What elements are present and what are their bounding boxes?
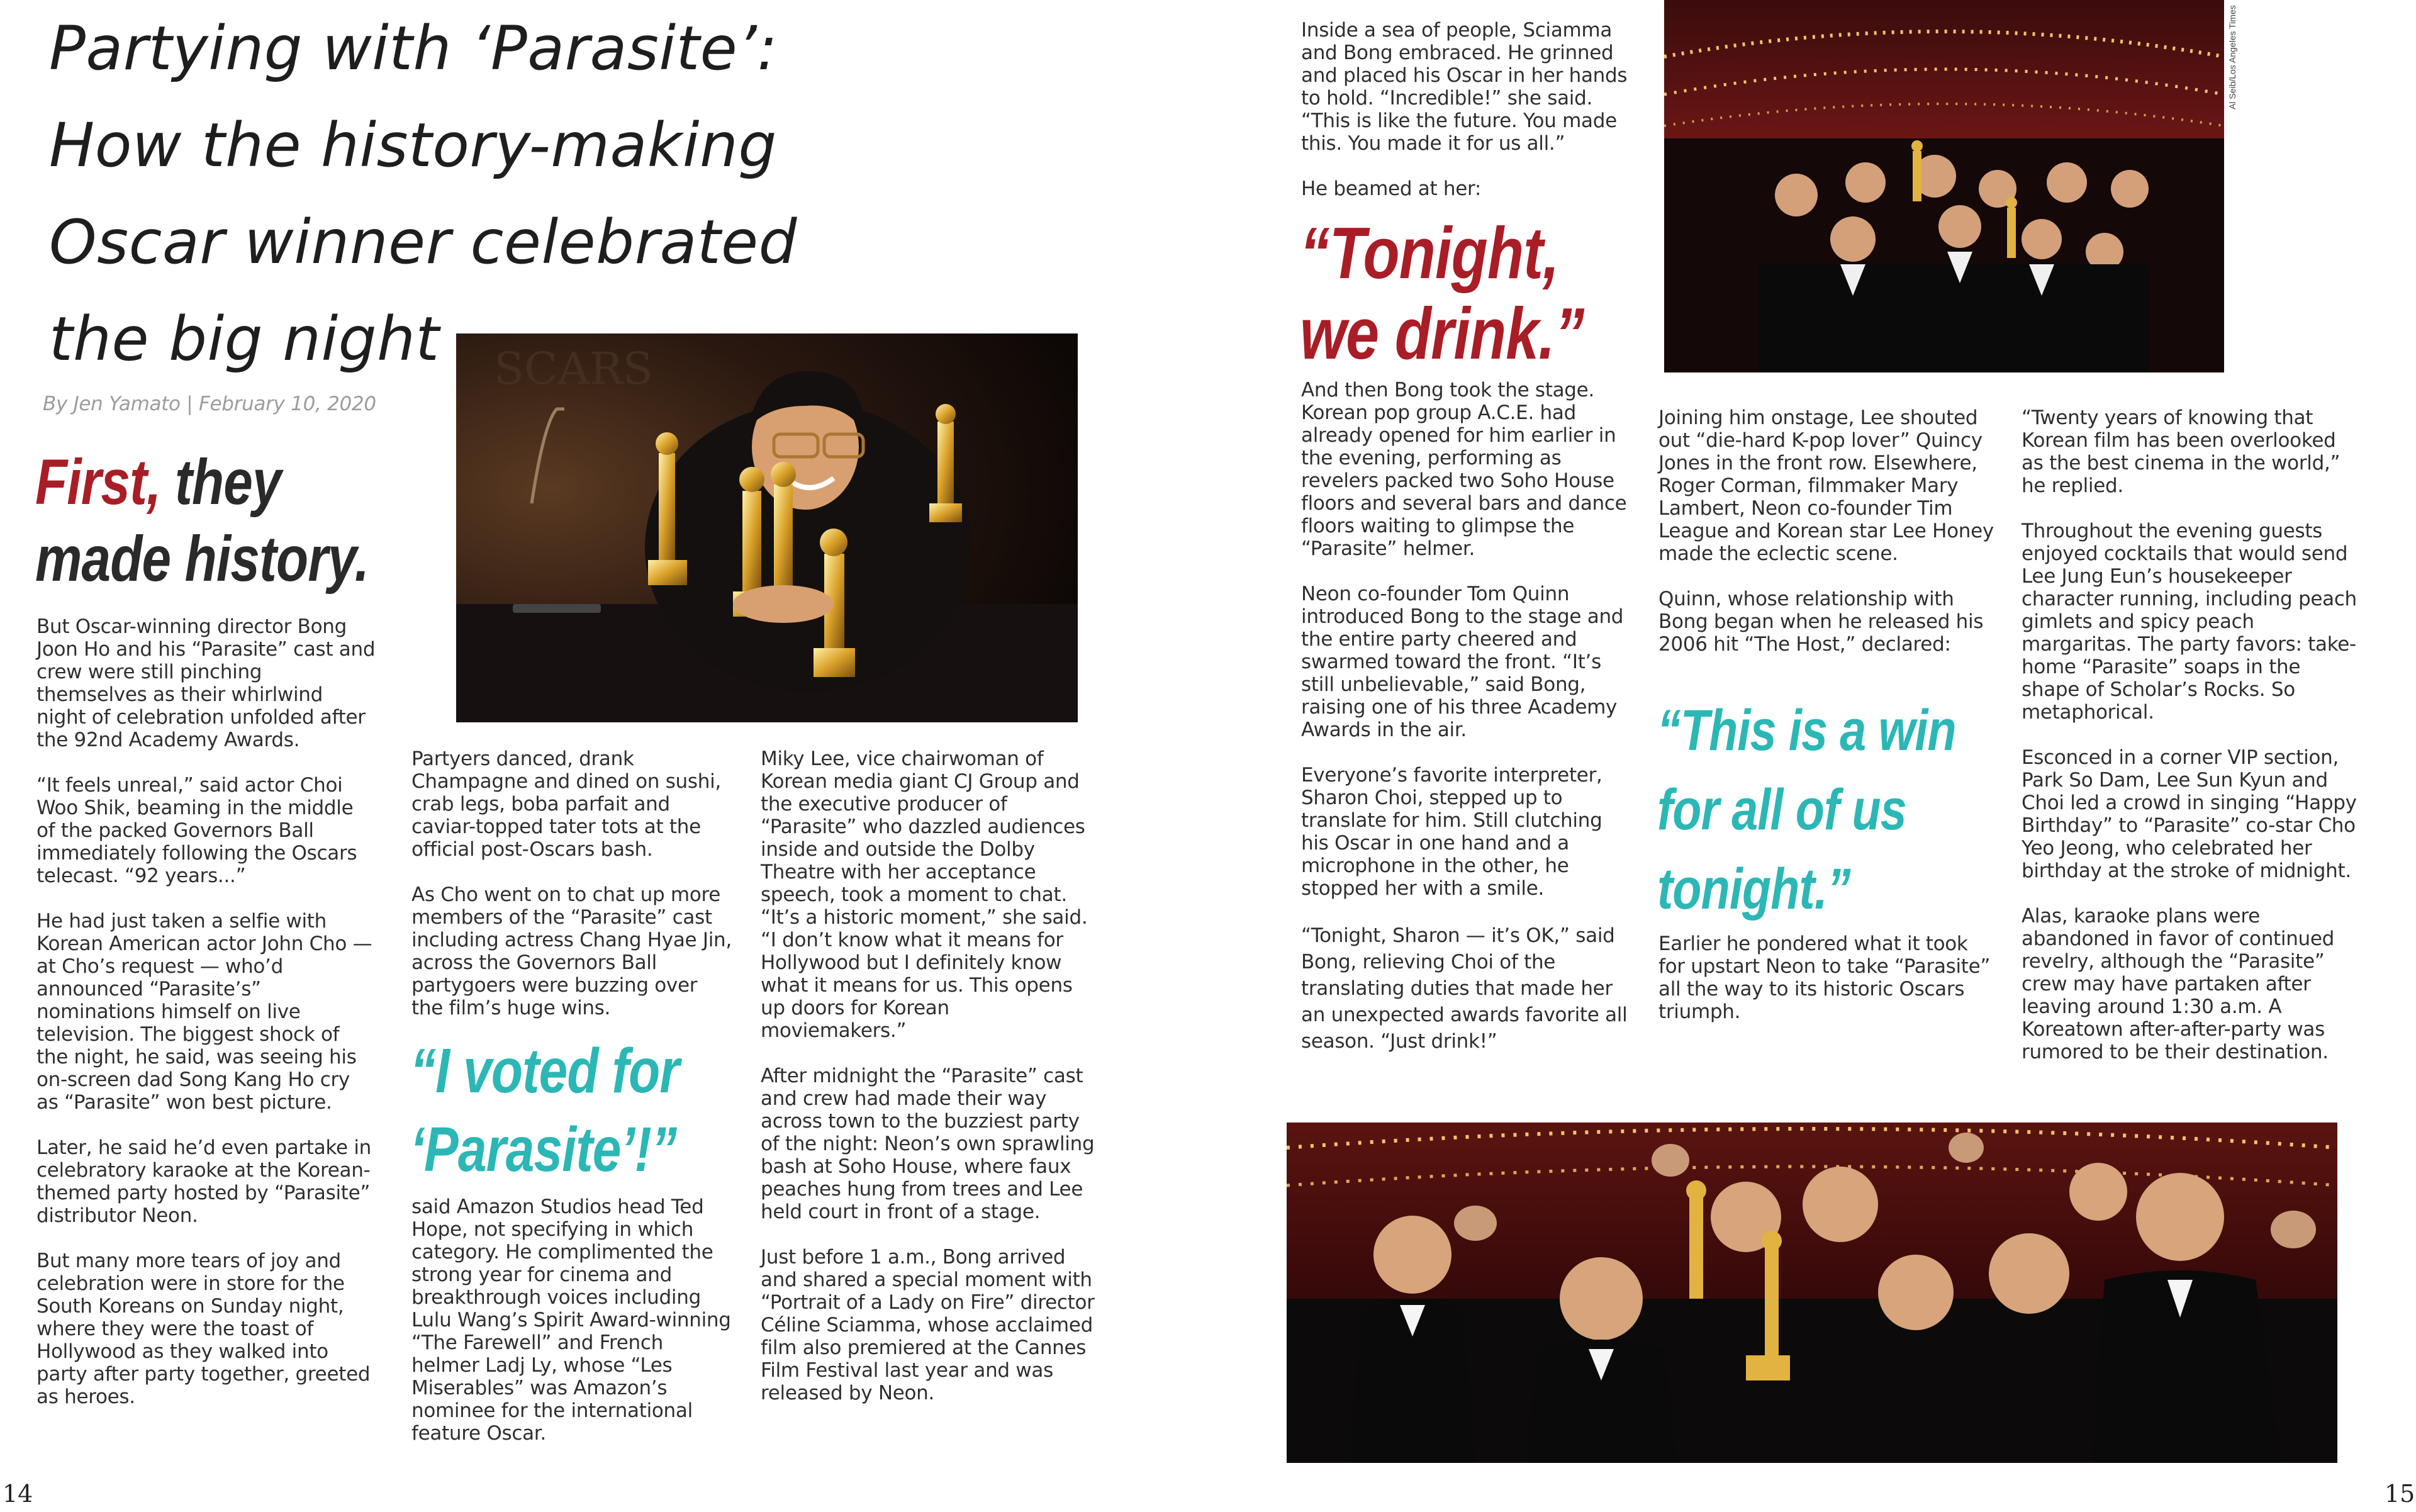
- photo-theater-illustration: [1664, 0, 2224, 372]
- page-number-left: 14: [3, 1480, 33, 1508]
- paragraph: Quinn, whose relationship with Bong began when he released his 2006 hit “The Host,” declared:: [1658, 588, 1984, 656]
- paragraph: Partyers danced, drank Champagne and dined on sushi, crab legs, boba parfait and caviar-topped tater tots at the official post-Oscars bash.: [411, 748, 721, 861]
- headline-line: Partying with ‘Parasite’:: [49, 13, 778, 84]
- paragraph: He beamed at her:: [1301, 177, 1482, 200]
- paragraph: “It feels unreal,” said actor Choi Woo Shik, beaming in the middle of the packed Governors Ball immediately following the Oscars telecast. “92 years...”: [36, 774, 357, 887]
- column-right-2-top: [1658, 406, 1998, 678]
- photo-cast-celebration: [1287, 1123, 2337, 1463]
- pull-quote-drink: [1300, 213, 1609, 374]
- pull-quote-line: we drink.”: [1300, 293, 1584, 374]
- paragraph: He had just taken a selfie with Korean American actor John Cho — at Cho’s request — who’d announced “Parasite’s” nominations himself on live television. The biggest shock of the night, he said, was seeing his on-screen dad Song Kang Ho cry as “Parasite” won best picture.: [36, 910, 372, 1114]
- paragraph: Just before 1 a.m., Bong arrived and shared a special moment with “Portrait of a Lady on Fire” director Céline Sciamma, whose acclaimed film also premiered at the Cannes Film Festival last year and was released by Neon.: [761, 1246, 1095, 1404]
- paragraph: Esconced in a corner VIP section, Park So Dam, Lee Sun Kyun and Choi led a crowd in singing “Happy Birthday” to “Parasite” co-star Cho Yeo Jeong, who celebrated her birthday at the stroke of midnight.: [2022, 746, 2357, 882]
- paragraph: “Tonight, Sharon — it’s OK,” said Bong, relieving Choi of the translating duties that made her an unexpected awards favorite all season. “Just drink!”: [1301, 924, 1628, 1053]
- pull-quote-voted: [410, 1032, 720, 1189]
- pull-quote-line: “I voted for: [410, 1036, 680, 1106]
- column-left-1: [36, 615, 376, 1431]
- column-right-1-top: [1301, 19, 1641, 223]
- paragraph: But many more tears of joy and celebration were in store for the South Koreans on Sunday night, where they were the toast of Hollywood as they walked into party after party together, greeted as heroes.: [36, 1250, 371, 1408]
- byline: By Jen Yamato | February 10, 2020: [43, 393, 376, 415]
- kicker: [35, 444, 396, 597]
- kicker-rest: they: [160, 446, 281, 518]
- headline-line: Oscar winner celebrated: [49, 207, 798, 277]
- kicker-line-2: made history.: [35, 523, 369, 595]
- photo-celebration-illustration: [1287, 1123, 2337, 1463]
- column-right-2-bottom: [1658, 932, 1998, 1046]
- paragraph: Inside a sea of people, Sciamma and Bong embraced. He grinned and placed his Oscar in her hands to hold. “Incredible!” she said. “This is like the future. You made this. You made it for us all.”: [1301, 19, 1628, 155]
- column-left-2-top: [411, 748, 732, 1042]
- column-left-2-bottom: [411, 1196, 732, 1467]
- paragraph: As Cho went on to chat up more members of the “Parasite” cast including actress Chang Hyae Jin, across the Governors Ball partygoers were buzzing over the film’s huge wins.: [411, 883, 732, 1019]
- paragraph: But Oscar-winning director Bong Joon Ho and his “Parasite” cast and crew were still pinching themselves as their whirlwind night of celebration unfolded after the 92nd Academy Awards.: [36, 615, 376, 751]
- paragraph: Earlier he pondered what it took for upstart Neon to take “Parasite” all the way to its historic Oscars triumph.: [1658, 932, 1991, 1023]
- kicker-red-word: First,: [35, 446, 161, 518]
- photo-bong-with-oscars: [456, 333, 1078, 722]
- svg-text:SCARS: SCARS: [494, 343, 653, 395]
- paragraph: Later, he said he’d even partake in celebratory karaoke at the Korean-themed party hosted by “Parasite” distributor Neon.: [36, 1136, 372, 1227]
- photo-bong-illustration: [456, 333, 1078, 722]
- paragraph: said Amazon Studios head Ted Hope, not specifying in which category. He complimented the strong year for cinema and breakthrough voices including Lulu Wang’s Spirit Award-winning “The Farewell” and French helmer Ladj Ly, whose “Les Miserables” was Amazon’s nominee for the international feature Oscar.: [411, 1196, 731, 1445]
- pull-quote-win: [1657, 691, 1967, 929]
- paragraph: Neon co-founder Tom Quinn introduced Bong to the stage and the entire party cheered and swarmed toward the front. “It’s still unbelievable,” said Bong, raising one of his three Academy Awards in the air.: [1301, 583, 1624, 741]
- headline-line: How the history-making: [49, 110, 777, 181]
- paragraph: After midnight the “Parasite” cast and crew had made their way across town to the buzziest party of the night: Neon’s own sprawling bash at Soho House, where faux peaches hung from trees and Lee held court in front of a stage.: [761, 1065, 1095, 1223]
- page-number-right: 15: [2385, 1480, 2415, 1508]
- photo-cast-in-theater: [1664, 0, 2224, 372]
- pull-quote-line: “This is a win: [1657, 698, 1956, 763]
- paragraph: Throughout the evening guests enjoyed cocktails that would send Lee Jung Eun’s housekeeper character running, including peach gimlets and spicy peach margaritas. The party favors: take-home “Parasite” soaps in the shape of Scholar’s Rocks. So metaphorical.: [2022, 520, 2357, 724]
- pull-quote-line: “Tonight,: [1300, 212, 1559, 294]
- headline: [49, 0, 804, 388]
- paragraph: Miky Lee, vice chairwoman of Korean media giant CJ Group and the executive producer of “Parasite” who dazzled audiences inside and outside the Dolby Theatre with her acceptance speech, took a moment to chat. “It’s a historic moment,” she said. “I don’t know what it means for Hollywood but I definitely know what it means for us. This opens up doors for Korean moviemakers.”: [761, 748, 1088, 1042]
- paragraph: “Twenty years of knowing that Korean film has been overlooked as the best cinema in the world,” he replied.: [2022, 406, 2340, 497]
- column-right-1-bottom: [1301, 379, 1635, 1077]
- column-right-3: [2022, 406, 2361, 1086]
- column-left-3: [761, 748, 1100, 1427]
- headline-line: the big night: [49, 304, 440, 374]
- paragraph: Alas, karaoke plans were abandoned in favor of continued revelry, although the “Parasite” crew may have partaken after leaving around 1:30 a.m. A Koreatown after-after-party was rumored to be their destination.: [2022, 905, 2335, 1063]
- paragraph: And then Bong took the stage. Korean pop group A.C.E. had already opened for him earlier in the evening, performing as revelers packed two Soho House floors and several bars and dance floors waiting to glimpse the “Parasite” helmer.: [1301, 379, 1627, 560]
- paragraph: Joining him onstage, Lee shouted out “die-hard K-pop lover” Quincy Jones in the front row. Elsewhere, Roger Corman, filmmaker Mary Lambert, Neon co-founder Tim League and Korean star Lee Honey made the eclectic scene.: [1658, 406, 1994, 565]
- pull-quote-line: ‘Parasite’!”: [410, 1114, 677, 1185]
- paragraph: Everyone’s favorite interpreter, Sharon Choi, stepped up to translate for him. Still clutching his Oscar in one hand and a microphone in the other, he stopped her with a smile.: [1301, 764, 1602, 900]
- pull-quote-line: for all of us: [1657, 778, 1906, 842]
- pull-quote-line: tonight.”: [1657, 857, 1850, 921]
- kicker-line-1: [35, 444, 396, 520]
- photo-credit: Al Seib/Los Angeles Times: [2227, 5, 2237, 109]
